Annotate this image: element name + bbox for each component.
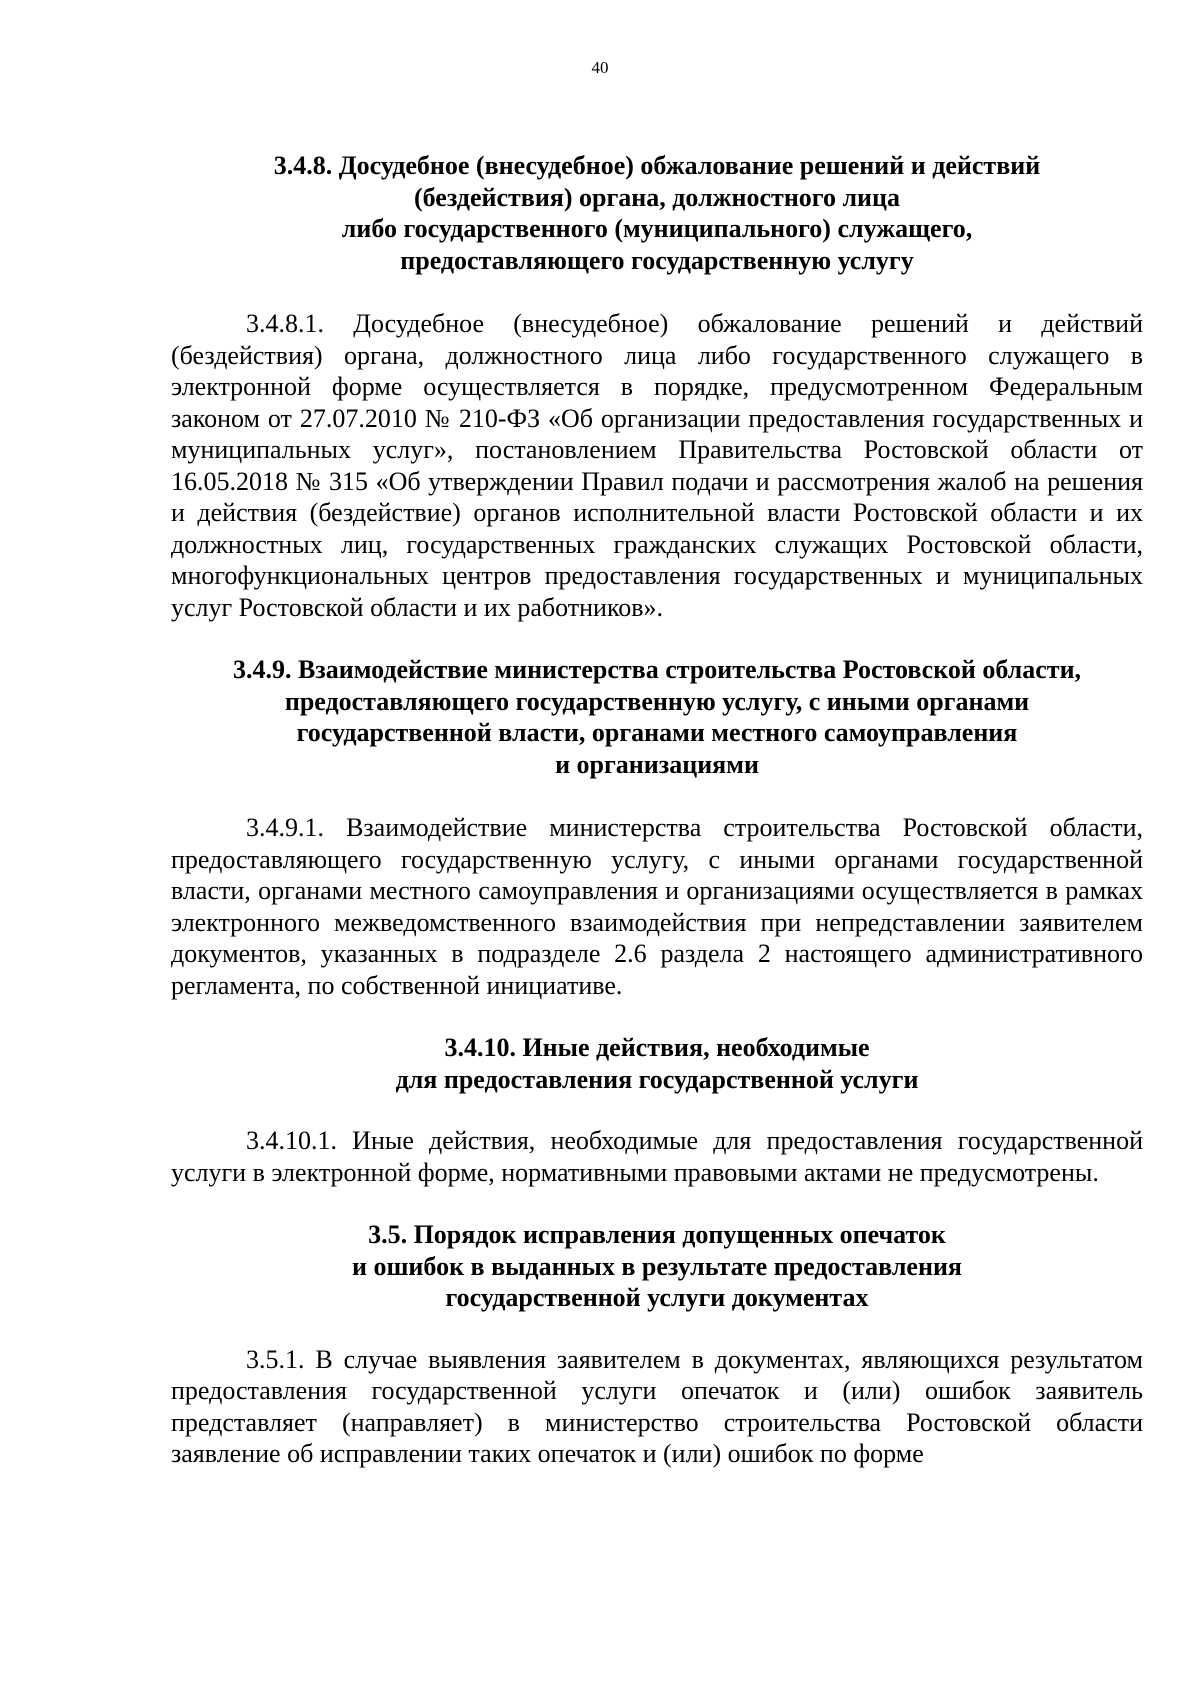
heading-line: предоставляющего государственную услугу, с иными органами [284, 686, 1030, 716]
heading-line: государственной власти, органами местного самоуправления [296, 718, 1018, 747]
section-heading-3-4-10 [171, 1032, 1143, 1095]
paragraph-3-4-8-1: 3.4.8.1. Досудебное (внесудебное) обжалование решений и действий (бездействия) органа, должностного лица либо государственного служащего в электронной форме осуществляется в порядке, предусмотренном Федеральным законом от 27.07.2010 № 210-ФЗ «Об организации предоставления государственных и муниципальных услуг», постановлением Правительства Ростовской области от 16.05.2018 № 315 «Об утверждении Правил подачи и рассмотрения жалоб на решения и действия (бездействие) органов исполнительной власти Ростовской области и их должностных лиц, государственных гражданских служащих Ростовской области, многофункциональных центров предоставления государственных и муниципальных услуг Ростовской области и их работников». [171, 309, 1143, 622]
page-content [171, 150, 1143, 1470]
heading-line: 3.4.8. Досудебное (внесудебное) обжалование решений и действий [273, 151, 1041, 180]
heading-line: либо государственного (муниципального) служащего, [341, 214, 973, 243]
heading-line: предоставляющего государственную услугу [400, 245, 914, 275]
paragraph-3-4-10-1: 3.4.10.1. Иные действия, необходимые для предоставления государственной услуги в электронной форме, нормативными правовыми актами не предусмотрены. [171, 1126, 1143, 1187]
heading-line: (бездействия) органа, должностного лица [413, 182, 901, 212]
section-heading-3-4-9 [171, 654, 1143, 780]
paragraph-3-4-9-1: 3.4.9.1. Взаимодействие министерства строительства Ростовской области, предоставляющего государственную услугу, с иными органами государственной власти, органами местного самоуправления и организациями осуществляется в рамках электронного межведомственного взаимодействия при непредставлении заявителем документов, указанных в подразделе 2.6 раздела 2 настоящего административного регламента, по собственной инициативе. [171, 813, 1143, 1000]
heading-line: 3.5. Порядок исправления допущенных опечаток [368, 1220, 946, 1249]
heading-line: для предоставления государственной услуги [395, 1064, 919, 1094]
heading-line: 3.4.10. Иные действия, необходимые [444, 1033, 870, 1062]
section-heading-3-5 [171, 1219, 1143, 1314]
heading-line: и организациями [555, 749, 759, 779]
heading-line: государственной услуги документах [445, 1283, 869, 1312]
paragraph-3-5-1: 3.5.1. В случае выявления заявителем в документах, являющихся результатом предоставления государственной услуги опечаток и (или) ошибок заявитель представляет (направляет) в министерство строительства Ростовской области заявление об исправлении таких опечаток и (или) ошибок по форме [171, 1344, 1143, 1468]
heading-line: 3.4.9. Взаимодействие министерства строительства Ростовской области, [232, 655, 1082, 684]
page-number: 40 [591, 58, 609, 77]
heading-line: и ошибок в выданных в результате предоставления [352, 1251, 962, 1281]
section-heading-3-4-8 [171, 150, 1143, 276]
